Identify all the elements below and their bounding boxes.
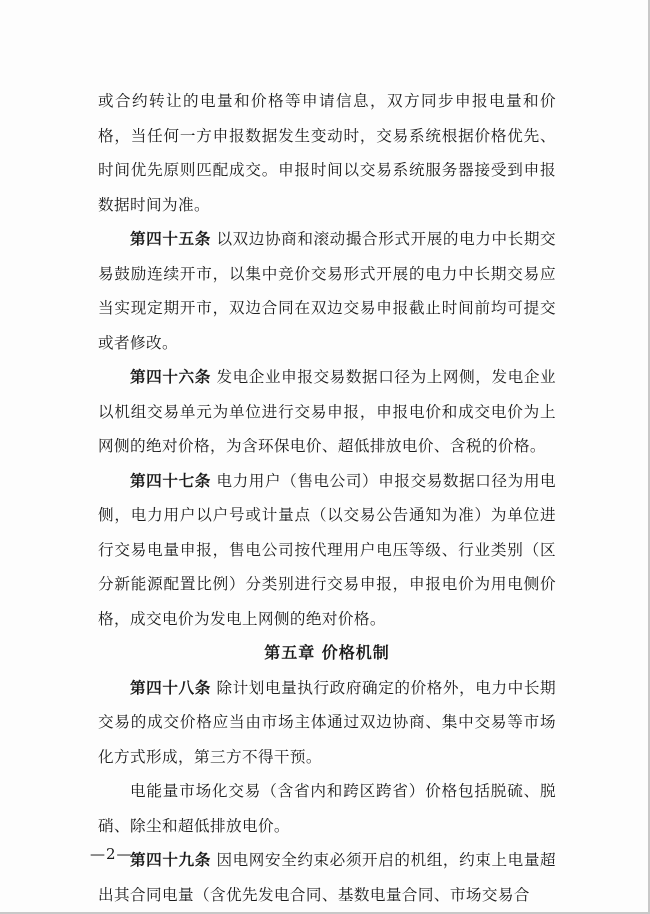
article-number: 第四十六条 xyxy=(130,367,211,386)
paragraph-text: 电能量市场化交易（含省内和跨区跨省）价格包括脱硫、脱硝、除尘和超低排放电价。 xyxy=(98,782,556,835)
article-number: 第四十八条 xyxy=(130,677,211,697)
paragraph-text: 或合约转让的电量和价格等申请信息，双方同步申报电量和价格，当任何一方申报数据发生变动时，交易系统根据价格优先、时间优先原则匹配成交。申报时间以交易系统服务器接受到申报数据时间为准。 xyxy=(98,92,556,214)
paragraph-energy-price xyxy=(98,774,556,843)
page-number: —2— xyxy=(90,845,133,863)
paragraph-continuation xyxy=(98,84,556,222)
paragraph-text: 因电网安全约束必须开启的机组，约束上电量超出其合同电量（含优先发电合同、基数电量合同、市场交易合 xyxy=(98,851,556,904)
paragraph-text: 除计划电量执行政府确定的价格外，电力中长期交易的成交价格应当由市场主体通过双边协商、集中交易等市场化方式形成，第三方不得干预。 xyxy=(98,678,556,766)
paragraph-text: 以双边协商和滚动撮合形式开展的电力中长期交易鼓励连续开市，以集中竞价交易形式开展的电力中长期交易应当实现定期开市，双边合同在双边交易申报截止时间前均可提交或者修改。 xyxy=(98,230,556,352)
article-number: 第四十九条 xyxy=(130,850,211,869)
article-49-paragraph xyxy=(98,843,556,912)
article-46-paragraph xyxy=(98,360,556,464)
article-45-paragraph xyxy=(98,222,556,360)
chapter-title: 第五章 价格机制 xyxy=(264,643,390,662)
article-48-paragraph xyxy=(98,671,556,775)
document-body xyxy=(98,84,556,912)
article-47-paragraph xyxy=(98,464,556,637)
article-number: 第四十五条 xyxy=(130,229,211,248)
paragraph-text: 电力用户（售电公司）申报交易数据口径为用电侧，电力用户以户号或计量点（以交易公告通知为准）为单位进行交易电量申报，售电公司按代理用户电压等级、行业类别（区分新能源配置比例）分类别进行交易申报，申报电价为用电侧价格，成交电价为发电上网侧的绝对价格。 xyxy=(98,471,556,628)
paragraph-text: 发电企业申报交易数据口径为上网侧，发电企业以机组交易单元为单位进行交易申报，申报电价和成交电价为上网侧的绝对价格，为含环保电价、超低排放电价、含税的价格。 xyxy=(98,368,556,455)
article-number: 第四十七条 xyxy=(130,470,211,490)
